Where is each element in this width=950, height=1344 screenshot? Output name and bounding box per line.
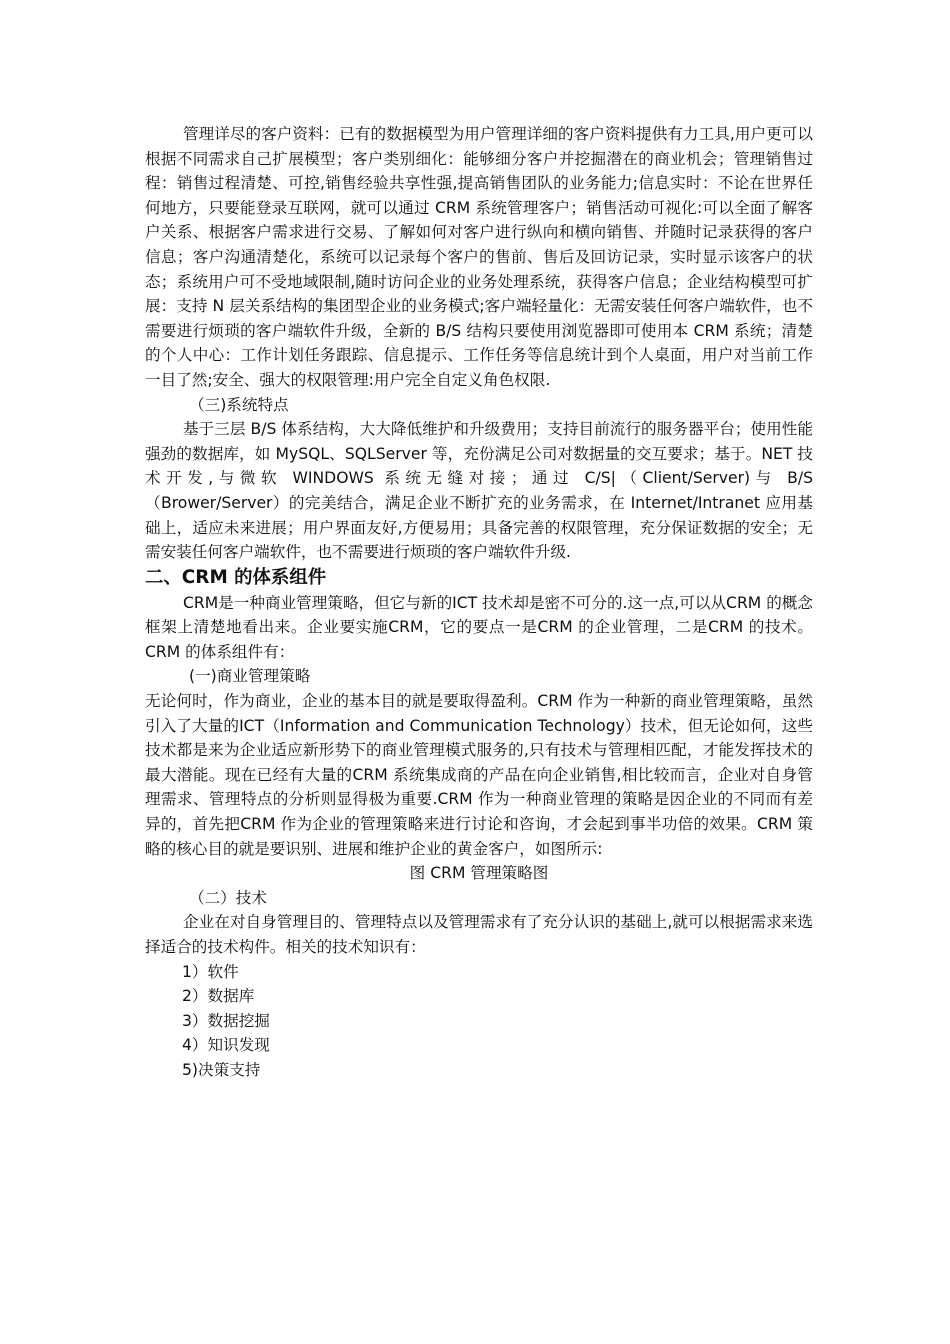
list-item: 1）软件 — [182, 962, 239, 981]
subheading-business-strategy: (一)商业管理策略 — [189, 667, 311, 686]
paragraph-system-features: 基于三层 B/S 体系结构，大大降低维护和升级费用；支持目前流行的服务器平台；使用性能强劲的数据库，如 MySQL、SQLServer 等，充份满足公司对数据量的交互要求；基于。NET 技术开发,与微软 WINDOWS 系统无缝对接；通过 C/S|（Client/Server)与 B/S（Brower/Server）的完美结合，满足企业不断扩充的业务需求，在 Internet/Intranet 应用基础上，适应未来进展；用户界面友好,方便易用；具备完善的权限管理，充分保证数据的安全；无需安装任何客户端软件，也不需要进行烦琐的客户端软件升级. — [145, 420, 813, 562]
paragraph-business-strategy: 无论何时，作为商业，企业的基本目的就是要取得盈利。CRM 作为一种新的商业管理策略，虽然引入了大量的ICT（Information and Communication Technology）技术，但无论如何，这些技术都是来为企业适应新形势下的商业管理模式服务的,只有技术与管理相匹配，才能发挥技术的最大潜能。现在已经有大量的CRM 系统集成商的产品在向企业销售,相比较而言，企业对自身管理需求、管理特点的分析则显得极为重要.CRM 作为一种商业管理的策略是因企业的不同而有差异的，首先把CRM 作为企业的管理策略来进行讨论和咨询，才会起到事半功倍的效果。CRM 策略的核心目的就是要识别、进展和维护企业的黄金客户，如图所示: — [145, 692, 813, 858]
paragraph-crm-features: 管理详尽的客户资料：已有的数据模型为用户管理详细的客户资料提供有力工具,用户更可以根据不同需求自己扩展模型；客户类别细化：能够细分客户并挖掘潜在的商业机会；管理销售过程：销售过程清楚、可控,销售经验共享性强,提高销售团队的业务能力;信息实时：不论在世界任何地方，只要能登录互联网，就可以通过 CRM 系统管理客户；销售活动可视化:可以全面了解客户关系、根据客户需求进行交易、了解如何对客户进行纵向和横向销售、并随时记录获得的客户信息；客户沟通清楚化，系统可以记录每个客户的售前、售后及回访记录，实时显示该客户的状态；系统用户可不受地域限制,随时访问企业的业务处理系统，获得客户信息；企业结构模型可扩展：支持 N 层关系结构的集团型企业的业务模式;客户端轻量化：无需安装任何客户端软件，也不需要进行烦琐的客户端软件升级，全新的 B/S 结构只要使用浏览器即可使用本 CRM 系统；清楚的个人中心：工作计划任务跟踪、信息提示、工作任务等信息统计到个人桌面，用户对当前工作一目了然;安全、强大的权限管理:用户完全自定义角色权限. — [145, 125, 813, 389]
figure-caption: 图 CRM 管理策略图 — [409, 864, 549, 883]
list-item: 3）数据挖掘 — [182, 1011, 270, 1030]
section-heading-crm-components: 二、CRM 的体系组件 — [145, 566, 327, 588]
subheading-technology: （二）技术 — [189, 888, 267, 907]
subheading-system-features: （三)系统特点 — [189, 395, 289, 414]
paragraph-crm-intro: CRM是一种商业管理策略，但它与新的ICT 技术却是密不可分的.这一点,可以从CRM 的概念框架上清楚地看出来。企业要实施CRM，它的要点一是CRM 的企业管理，二是CRM 的技术。CRM 的体系组件有： — [145, 593, 813, 661]
list-item: 2）数据库 — [182, 987, 255, 1006]
paragraph-technology: 企业在对自身管理目的、管理特点以及管理需求有了充分认识的基础上,就可以根据需求来选择适合的技术构件。相关的技术知识有： — [145, 913, 813, 956]
list-item: 4）知识发现 — [182, 1036, 270, 1055]
document-body — [145, 122, 813, 1083]
list-item: 5)决策支持 — [182, 1060, 261, 1079]
